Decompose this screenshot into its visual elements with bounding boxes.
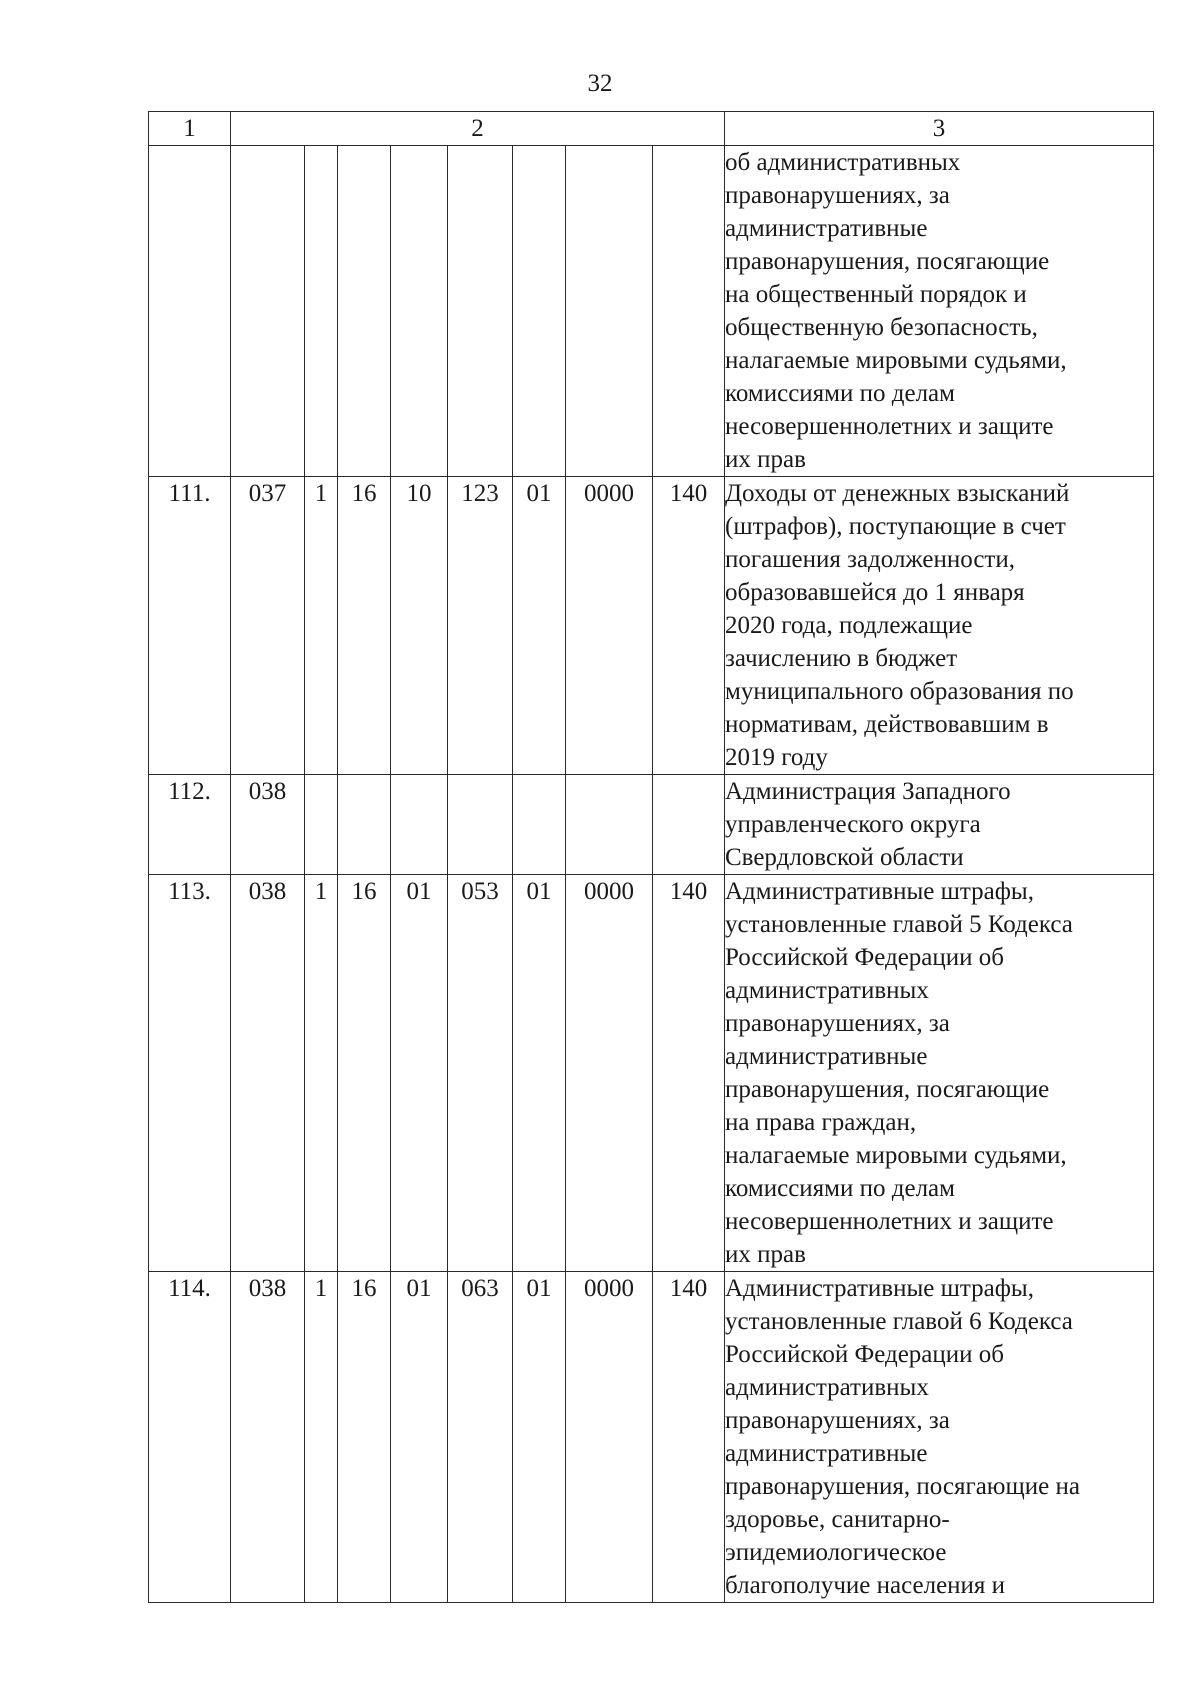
description-line: правонарушения, посягающие <box>725 1076 1050 1103</box>
program-code-cell: 0000 <box>566 875 653 1272</box>
description-line: на общественный порядок и <box>725 281 1027 308</box>
description-line: их прав <box>725 1241 806 1268</box>
description-line: административных <box>725 977 929 1004</box>
program-code-cell <box>566 146 653 477</box>
table-header-row <box>149 112 1154 146</box>
description-line: несовершеннолетних и защите <box>725 413 1054 440</box>
description-line: правонарушениях, за <box>725 1407 950 1434</box>
description-line: образовавшейся до 1 января <box>725 579 1025 606</box>
revenue-element-cell: 01 <box>513 477 566 775</box>
description-line: Российской Федерации об <box>725 1341 1004 1368</box>
description-line: Доходы от денежных взысканий <box>725 480 1070 507</box>
description-line: административные <box>725 1440 928 1467</box>
description-line: несовершеннолетних и защите <box>725 1208 1054 1235</box>
row-number-cell: 113. <box>149 875 231 1272</box>
table-row <box>149 775 1154 875</box>
revenue-group-cell <box>305 146 338 477</box>
economic-code-cell <box>653 775 725 875</box>
description-cell <box>725 875 1154 1272</box>
table-row <box>149 477 1154 775</box>
budget-code-table <box>148 111 1154 1603</box>
revenue-element-cell: 01 <box>513 875 566 1272</box>
description-line: управленческого округа <box>725 811 981 838</box>
table-row <box>149 146 1154 477</box>
description-line: Свердловской области <box>725 844 964 871</box>
row-number-cell: 112. <box>149 775 231 875</box>
description-line: комиссиями по делам <box>725 1175 955 1202</box>
description-line: установленные главой 6 Кодекса <box>725 1308 1073 1335</box>
revenue-subarticle-cell <box>448 146 513 477</box>
program-code-cell: 0000 <box>566 477 653 775</box>
revenue-group-cell: 1 <box>305 477 338 775</box>
description-line: эпидемиологическое <box>725 1539 947 1566</box>
description-line: Административные штрафы, <box>725 878 1034 905</box>
revenue-subgroup-cell: 16 <box>338 1272 391 1603</box>
economic-code-cell <box>653 146 725 477</box>
admin-code-cell: 037 <box>231 477 305 775</box>
description-line: правонарушения, посягающие на <box>725 1473 1080 1500</box>
admin-code-cell <box>231 146 305 477</box>
description-line: административные <box>725 1043 928 1070</box>
description-line: Российской Федерации об <box>725 944 1004 971</box>
revenue-subgroup-cell: 16 <box>338 875 391 1272</box>
description-line: погашения задолженности, <box>725 546 1015 573</box>
description-line: установленные главой 5 Кодекса <box>725 911 1073 938</box>
description-line: здоровье, санитарно- <box>725 1506 950 1533</box>
description-line: административные <box>725 215 928 242</box>
header-col-3: 3 <box>725 112 1154 146</box>
program-code-cell: 0000 <box>566 1272 653 1603</box>
description-line: нормативам, действовавшим в <box>725 711 1049 738</box>
description-line: комиссиями по делам <box>725 380 955 407</box>
revenue-subarticle-cell: 123 <box>448 477 513 775</box>
revenue-article-cell <box>391 146 448 477</box>
row-number-cell <box>149 146 231 477</box>
economic-code-cell: 140 <box>653 477 725 775</box>
description-line: правонарушениях, за <box>725 182 950 209</box>
header-col-1: 1 <box>149 112 231 146</box>
description-line: правонарушения, посягающие <box>725 248 1050 275</box>
table-row <box>149 875 1154 1272</box>
row-number-cell: 111. <box>149 477 231 775</box>
revenue-subgroup-cell: 16 <box>338 477 391 775</box>
description-line: налагаемые мировыми судьями, <box>725 347 1067 374</box>
revenue-group-cell: 1 <box>305 1272 338 1603</box>
description-cell <box>725 775 1154 875</box>
revenue-article-cell: 10 <box>391 477 448 775</box>
description-line: административных <box>725 1374 929 1401</box>
revenue-article-cell <box>391 775 448 875</box>
revenue-subgroup-cell <box>338 775 391 875</box>
revenue-article-cell: 01 <box>391 1272 448 1603</box>
description-line: общественную безопасность, <box>725 314 1038 341</box>
revenue-element-cell <box>513 775 566 875</box>
description-line: их прав <box>725 446 806 473</box>
revenue-element-cell <box>513 146 566 477</box>
revenue-subgroup-cell <box>338 146 391 477</box>
revenue-subarticle-cell: 053 <box>448 875 513 1272</box>
description-cell <box>725 477 1154 775</box>
table-row <box>149 1272 1154 1603</box>
revenue-subarticle-cell: 063 <box>448 1272 513 1603</box>
description-line: 2019 году <box>725 744 828 771</box>
page-number: 32 <box>587 70 613 97</box>
revenue-element-cell: 01 <box>513 1272 566 1603</box>
description-cell <box>725 146 1154 477</box>
description-line: Администрация Западного <box>725 778 1011 805</box>
economic-code-cell: 140 <box>653 1272 725 1603</box>
description-line: муниципального образования по <box>725 678 1074 705</box>
header-col-2: 2 <box>231 112 725 146</box>
revenue-group-cell: 1 <box>305 875 338 1272</box>
description-line: Административные штрафы, <box>725 1275 1034 1302</box>
economic-code-cell: 140 <box>653 875 725 1272</box>
admin-code-cell: 038 <box>231 1272 305 1603</box>
description-line: зачислению в бюджет <box>725 645 958 672</box>
description-cell <box>725 1272 1154 1603</box>
description-line: об административных <box>725 149 961 176</box>
admin-code-cell: 038 <box>231 875 305 1272</box>
program-code-cell <box>566 775 653 875</box>
description-line: (штрафов), поступающие в счет <box>725 513 1066 540</box>
row-number-cell: 114. <box>149 1272 231 1603</box>
description-line: 2020 года, подлежащие <box>725 612 973 639</box>
revenue-group-cell <box>305 775 338 875</box>
revenue-article-cell: 01 <box>391 875 448 1272</box>
description-line: благополучие населения и <box>725 1572 1006 1599</box>
description-line: налагаемые мировыми судьями, <box>725 1142 1067 1169</box>
description-line: правонарушениях, за <box>725 1010 950 1037</box>
description-line: на права граждан, <box>725 1109 917 1136</box>
admin-code-cell: 038 <box>231 775 305 875</box>
revenue-subarticle-cell <box>448 775 513 875</box>
